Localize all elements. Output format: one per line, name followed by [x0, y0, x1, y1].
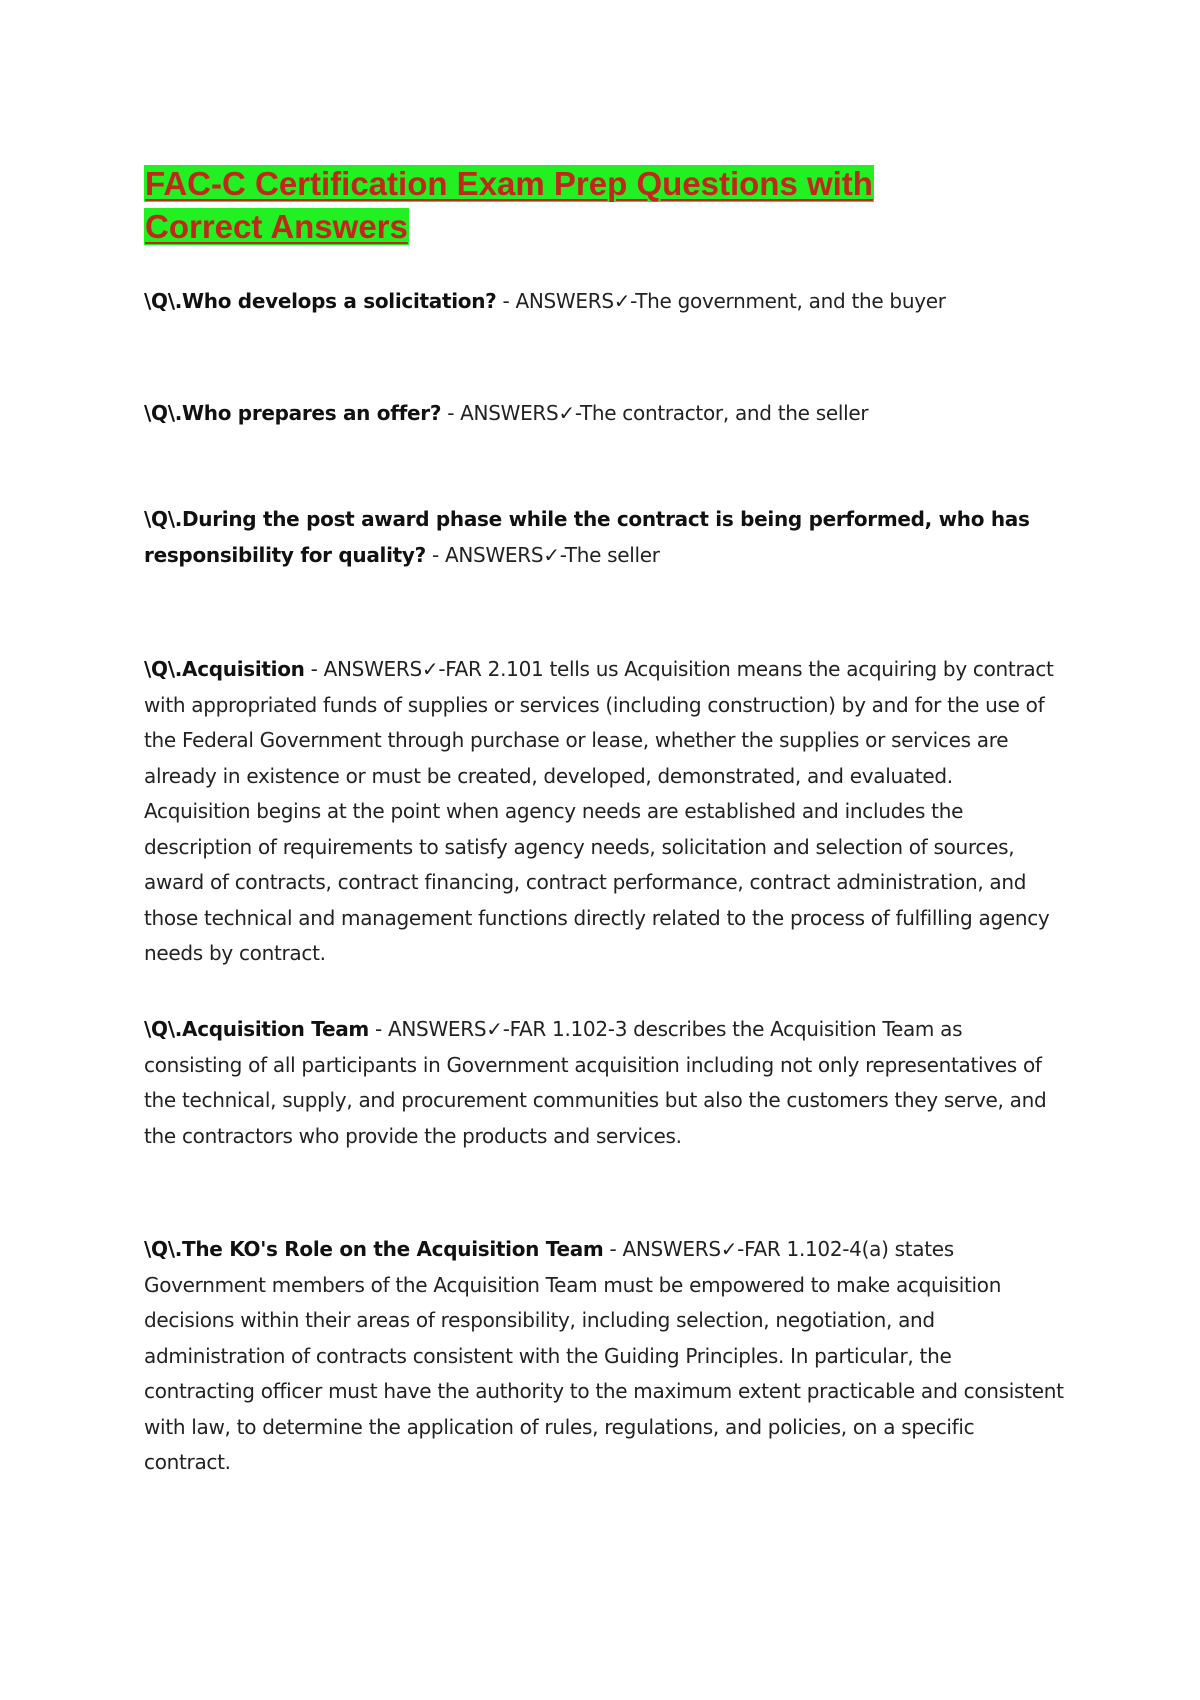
qa-item	[144, 396, 1064, 432]
answer-text: FAR 2.101 tells us Acquisition means the acquiring by contract with appropriated funds of supplies or services (including construction) by and for the use of the Federal Government through purchase or lease, whether the supplies or services are already in existence or must be created, developed, demonstrated, and evaluated. Acquisition begins at the point when agency needs are established and includes the description of requirements to satisfy agency needs, solicitation and selection of sources, award of contracts, contract financing, contract performance, contract administration, and those technical and management functions directly related to the process of fulfilling agency needs by contract.	[144, 657, 1054, 965]
answer-marker: - ANSWERS✓-	[368, 1017, 510, 1041]
qa-item	[144, 652, 1064, 972]
answer-text: FAR 1.102-4(a) states Government members of the Acquisition Team must be empowered to make acquisition decisions within their areas of responsibility, including selection, negotiation, and administration of contracts consistent with the Guiding Principles. In particular, the contracting officer must have the authority to the maximum extent practicable and consistent with law, to determine the application of rules, regulations, and policies, on a specific contract.	[144, 1237, 1064, 1474]
qa-item	[144, 502, 1064, 573]
page-title	[144, 162, 984, 248]
answer-text: FAR 1.102-3 describes the Acquisition Team as consisting of all participants in Government acquisition including not only representatives of the technical, supply, and procurement communities but also the customers they serve, and the contractors who provide the products and services.	[144, 1017, 1047, 1148]
answer-marker: - ANSWERS✓-	[304, 657, 446, 681]
question-text: \Q\.Acquisition Team	[144, 1017, 369, 1041]
question-text: \Q\.The KO's Role on the Acquisition Team	[144, 1237, 604, 1261]
answer-text: The seller	[564, 542, 660, 567]
answer-marker: - ANSWERS✓-	[425, 542, 565, 567]
answer-marker: - ANSWERS✓-	[441, 401, 580, 425]
answer-marker: - ANSWERS✓-	[496, 289, 636, 313]
question-text: \Q\.Who develops a solicitation?	[144, 289, 497, 313]
qa-item	[144, 284, 1064, 320]
qa-item	[144, 1232, 1064, 1481]
answer-marker: - ANSWERS✓-	[603, 1237, 745, 1261]
answer-text: The contractor, and the seller	[579, 401, 869, 425]
qa-item	[144, 1012, 1064, 1154]
question-text: \Q\.During the post award phase while the contract is being performed, who has responsibility for quality?	[144, 507, 1030, 567]
answer-text: The government, and the buyer	[635, 289, 946, 313]
question-text: \Q\.Acquisition	[144, 657, 305, 681]
question-text: \Q\.Who prepares an offer?	[144, 401, 442, 425]
page-title-text: FAC-C Certification Exam Prep Questions with Correct Answers	[145, 165, 873, 245]
